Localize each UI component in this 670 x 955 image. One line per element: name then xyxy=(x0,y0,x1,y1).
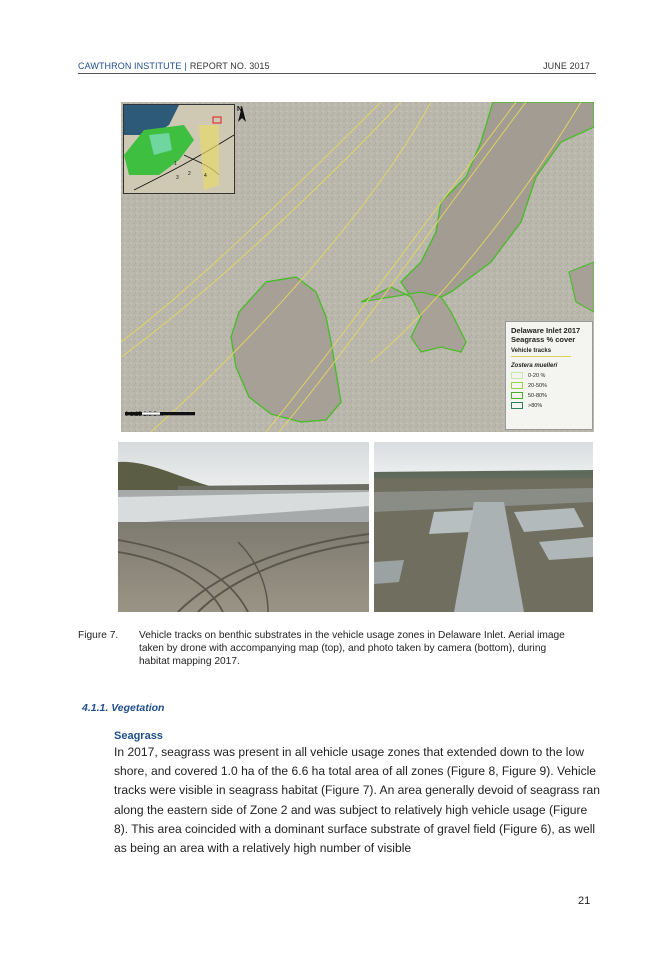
header-rule xyxy=(78,73,596,74)
legend-class-label: 0-20 % xyxy=(528,372,546,379)
north-label: N xyxy=(237,106,243,113)
inset-label-2: 2 xyxy=(188,171,191,177)
legend-species: Zostera muelleri xyxy=(511,363,558,369)
legend-class-2 xyxy=(511,382,587,389)
legend-class-4 xyxy=(511,402,587,409)
legend-swatch-1 xyxy=(511,372,523,379)
map-scale-bar xyxy=(125,412,163,418)
legend-class-3 xyxy=(511,392,587,399)
inset-label-3: 3 xyxy=(176,175,179,181)
legend-tracks-swatch xyxy=(511,356,571,360)
figure-caption-text: Vehicle tracks on benthic substrates in the vehicle usage zones in Delaware Inlet. Aerial image taken by drone with accompanying map (top), and photo taken by camera (bottom), during habitat mapping 2017. xyxy=(139,630,565,667)
photo-right-graphic xyxy=(374,442,593,612)
header-separator: | xyxy=(184,61,187,71)
legend-class-label: >80% xyxy=(528,402,543,409)
north-arrow xyxy=(237,106,242,113)
section-heading: 4.1.1. Vegetation xyxy=(82,702,165,714)
legend-class-1 xyxy=(511,372,587,379)
figure-number: Figure 7. xyxy=(78,630,119,641)
page-number: 21 xyxy=(578,895,591,907)
legend-swatch-3 xyxy=(511,392,523,399)
map-legend xyxy=(505,321,593,430)
subsection-heading: Seagrass xyxy=(114,730,163,742)
header-report: REPORT NO. 3015 xyxy=(189,61,270,71)
inset-label-4: 4 xyxy=(204,173,207,179)
inset-label-1: 1 xyxy=(174,161,177,167)
aerial-map-image xyxy=(121,102,594,432)
photo-left-graphic xyxy=(118,442,369,612)
header-org: CAWTHRON INSTITUTE xyxy=(78,61,182,71)
body-paragraph: In 2017, seagrass was present in all vehicle usage zones that extended down to the low shore, and covered 1.0 ha of the 6.6 ha total area of all zones (Figure 8, Figure 9). Vehicle tracks were visible in seagrass habitat (Figure 7). An area generally devoid of seagrass ran along the eastern side of Zone 2 and was subject to relatively high vehicle usage (Figure 8). This area coincided with a dominant surface substrate of gravel field (Figure 6), as well as being an area with a relatively high number of visible xyxy=(114,745,601,856)
header-left xyxy=(78,61,270,71)
legend-class-label: 50-80% xyxy=(528,392,547,399)
legend-title-1: Delaware Inlet 2017 xyxy=(511,326,581,335)
scale-bar-graphic xyxy=(125,412,195,416)
legend-title-2: Seagrass % cover xyxy=(511,335,576,344)
legend-class-label: 20-50% xyxy=(528,382,547,389)
legend-swatch-4 xyxy=(511,402,523,409)
header-date: JUNE 2017 xyxy=(543,61,590,71)
north-arrow-icon xyxy=(237,106,247,122)
legend-tracks-label: Vehicle tracks xyxy=(511,348,552,354)
photo-tracks-right xyxy=(374,442,593,612)
page-header xyxy=(78,61,596,73)
legend-swatch-2 xyxy=(511,382,523,389)
inset-map-graphic xyxy=(124,105,235,194)
inset-location-map xyxy=(123,104,235,194)
photo-tracks-left xyxy=(118,442,369,612)
